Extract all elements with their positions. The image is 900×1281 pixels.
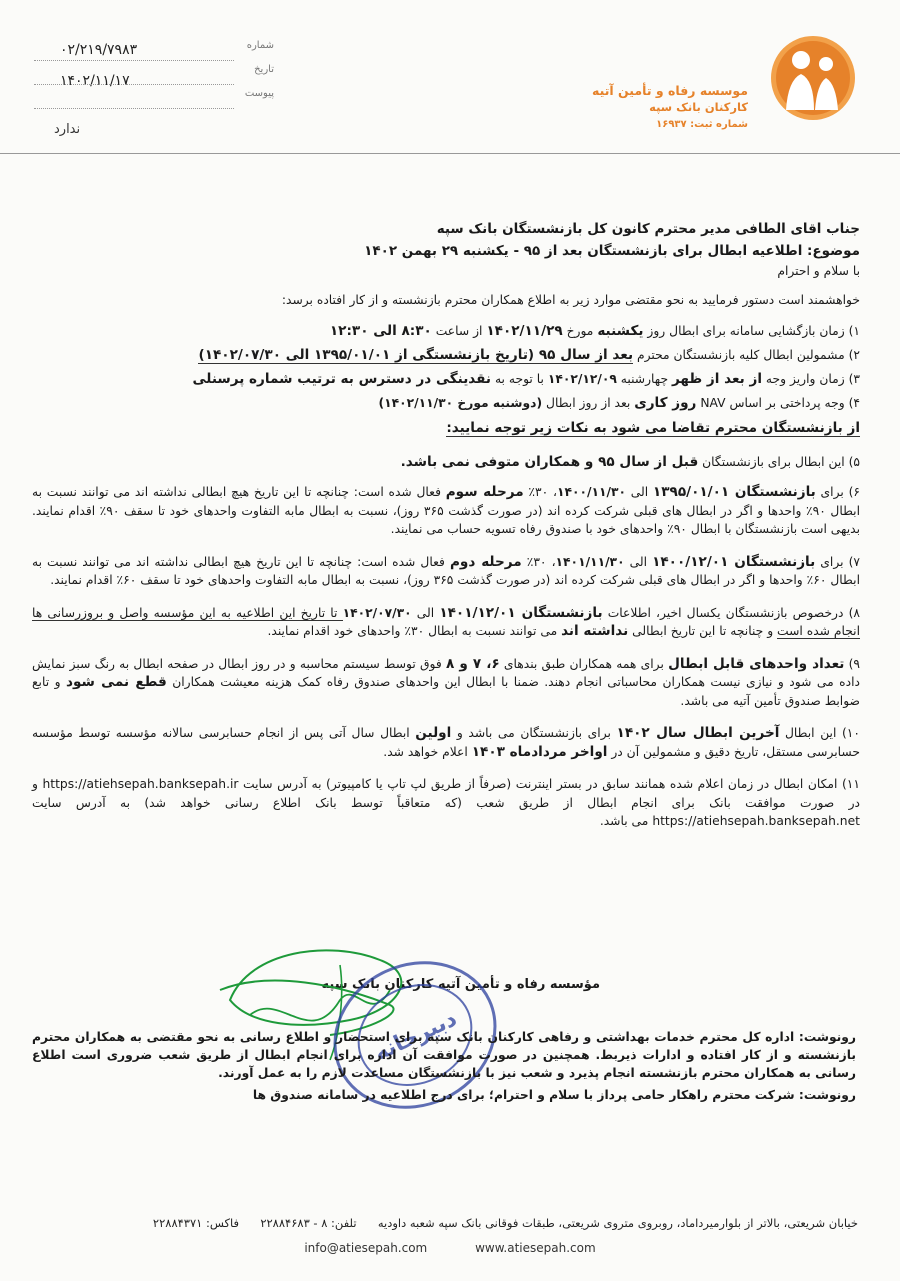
item-2: ۲) مشمولین ابطال کلیه بازنشستگان محترم بعد از سال ۹۵ (تاریخ بازنشستگی از ۱۳۹۵/۰۱/۰۱ الی ۱۴۰۲/۰۷/۳۰) [198, 347, 860, 363]
request-heading: از بازنشستگان محترم تقاضا می شود به نکات زیر توجه نمایید: [446, 420, 860, 436]
intro: خواهشمند است دستور فرمایید به نحو مقتضی موارد زیر به اطلاع همکاران محترم بازنشسته و از کار افتاده برسد: [281, 292, 860, 307]
greeting: با سلام و احترام [777, 264, 860, 278]
date-label: تاریخ [254, 64, 274, 75]
letter-number: ۰۲/۲۱۹/۷۹۸۳ [60, 42, 138, 58]
number-label: شماره [246, 40, 274, 51]
footer-phone: تلفن: ۸ - ۲۲۸۸۴۶۸۳ [260, 1216, 357, 1230]
signature-org: مؤسسه رفاه و تأمین آتیه کارکنان بانک سپه [321, 977, 600, 992]
item-1: ۱) زمان بازگشایی سامانه برای ابطال روز یکشنبه مورخ ۱۴۰۲/۱۱/۲۹ از ساعت ۸:۳۰ الی ۱۲:۳۰ [329, 323, 860, 339]
letter-meta [34, 40, 274, 112]
footer-website[interactable]: www.atiesepah.com [475, 1241, 596, 1255]
footer-contacts [0, 1241, 900, 1255]
org-name-line1: موسسه رفاه و تأمین آتیه [592, 83, 748, 98]
subject: موضوع: اطلاعیه ابطال برای بازنشستگان بعد از ۹۵ - یکشنبه ۲۹ بهمن ۱۴۰۲ [364, 243, 860, 259]
carbon-copies [32, 1028, 856, 1108]
attachment-value: ندارد [54, 122, 81, 137]
footer-address: خیابان شریعتی، بالاتر از بلوارمیرداماد، روبروی متروی شریعتی، طبقات فوقانی بانک سپه شعبه داودیه [377, 1216, 858, 1230]
org-registration: شماره ثبت: ۱۶۹۳۷ [656, 119, 748, 130]
footer-email[interactable]: info@atiesepah.com [304, 1241, 428, 1255]
recipient: جناب اقای الطافی مدیر محترم کانون کل بازنشستگان بانک سپه [436, 221, 860, 237]
footer-fax: فاکس: ۲۲۸۸۴۳۷۱ [152, 1216, 240, 1230]
org-logo [558, 30, 858, 140]
letter-body [32, 218, 860, 831]
cc-1: رونوشت: اداره کل محترم خدمات بهداشتی و رفاهی کارکنان بانک سپه برای استحضار و اطلاع رسانی به نحو مقتضی به همکاران محترم بازنشسته و از کار افتاده و ادارات ذیربط. همچنین در صورت موافقت آن اداره برای انجام ابطال از طریق شعب ضروری است اطلاع رسانی به همکاران محترم بازنشسته انجام پذیرد و شعب نیز با بازنشستگان مساعدت لازم را به عمل آورند. [32, 1030, 856, 1080]
note-5: ۵) این ابطال برای بازنشستگان قبل از سال ۹۵ و همکاران متوفی نمی باشد. [400, 454, 860, 470]
website-link-2[interactable]: https://atiehsepah.banksepah.net [652, 814, 860, 828]
org-name-line2: کارکنان بانک سپه [649, 100, 748, 114]
attachment-label: پیوست [244, 88, 274, 99]
note-10: ۱۰) این ابطال آخرین ابطال سال ۱۴۰۲ برای بازنشستگان می باشد و اولین ابطال سال آتی پس از انجام حسابرسی سالانه مؤسسه توسط مؤسسه حسابرسی مستقل، تاریخ دقیق و مشمولین آن در اواخر مردادماه ۱۴۰۳ اعلام خواهد شد. [32, 725, 860, 760]
item-4: ۴) وجه پرداختی بر اساس NAV روز کاری بعد از روز ابطال (دوشنبه مورخ ۱۴۰۲/۱۱/۳۰) [378, 395, 860, 411]
note-6: ۶) برای بازنشستگان ۱۳۹۵/۰۱/۰۱ الی ۱۴۰۰/۱۱/۳۰، ۳۰٪ مرحله سوم فعال شده است: چنانچه تا این تاریخ هیچ ابطالی نداشته اند می توانند نسبت به ابطال ۹۰٪ واحدها و اگر در ابطال های قبلی شرکت کرده اند (در صورت گذشت ۳۶۵ روز)، نسبت به ابطال مابه التفاوت واحدهای خود تا سقف ۹۰٪ اقدام نمایند. بدیهی است بازنشستگان با ابطال ۹۰٪ واحدهای خود با صندوق رفاه تسویه حساب می نمایند. [32, 484, 860, 536]
note-9: ۹) تعداد واحدهای قابل ابطال برای همه همکاران طبق بندهای ۶، ۷ و ۸ فوق توسط سیستم محاسبه و در روز ابطال در صفحه ابطال به رنگ سبز نمایش داده می شود و نیازی نیست همکاران محاسباتی انجام دهند. ضمنا با ابطال این واحدهای صندوق رفاه کمک هزینه معیشت همکاران قطع نمی شود و تابع ضوابط صندوق تأمین آتیه می باشد. [32, 655, 860, 708]
note-11: ۱۱) امکان ابطال در زمان اعلام شده همانند سابق در بستر اینترنت (صرفاً از طریق لپ تاپ یا کامپیوتر) به آدرس سایت https://atiehsepah.banksepah.ir و در صورت موافقت بانک برای انجام ابطال از طریق شعب (که متعاقباً توسط بانک اطلاع رسانی خواهد شد) به آدرس سایت https://atiehsepah.banksepah.net می باشد. [32, 777, 860, 828]
website-link-1[interactable]: https://atiehsepah.banksepah.ir [42, 777, 239, 791]
header-divider [0, 153, 900, 154]
item-3: ۳) زمان واریز وجه از بعد از ظهر چهارشنبه ۱۴۰۲/۱۲/۰۹ با توجه به نقدینگی در دسترس به ترتیب شماره پرسنلی [192, 371, 860, 387]
letter-date: ۱۴۰۲/۱۱/۱۷ [60, 73, 130, 89]
note-8: ۸) درخصوص بازنشستگان یکسال اخیر، اطلاعات بازنشستگان ۱۴۰۱/۱۲/۰۱ الی ۱۴۰۲/۰۷/۳۰ تا تاریخ این اطلاعیه به این مؤسسه واصل و بروزرسانی ها انجام شده است و چنانچه تا این تاریخ ابطالی نداشته اند می توانند نسبت به ابطال ۳۰٪ واحدهای خود اقدام نمایند. [32, 604, 861, 639]
cc-2: رونوشت: شرکت محترم راهکار حامی پرداز با سلام و احترام؛ برای درج اطلاعیه در سامانه صندوق ها [252, 1088, 856, 1102]
footer-address-row [153, 1216, 858, 1230]
note-7: ۷) برای بازنشستگان ۱۴۰۰/۱۲/۰۱ الی ۱۴۰۱/۱۱/۳۰، ۳۰٪ مرحله دوم فعال شده است: چنانچه تا این تاریخ هیچ ابطالی نداشته اند می توانند نسبت به ابطال ۶۰٪ واحدها و اگر در ابطال های قبلی شرکت کرده اند (در صورت گذشت ۳۶۵ روز)، نسبت به ابطال مابه التفاوت واحدهای خود تا سقف ۶۰٪ اقدام نمایند. [32, 553, 860, 587]
svg-text:دبیرخانه: دبیرخانه [370, 1006, 461, 1067]
org-name-block [568, 82, 748, 133]
